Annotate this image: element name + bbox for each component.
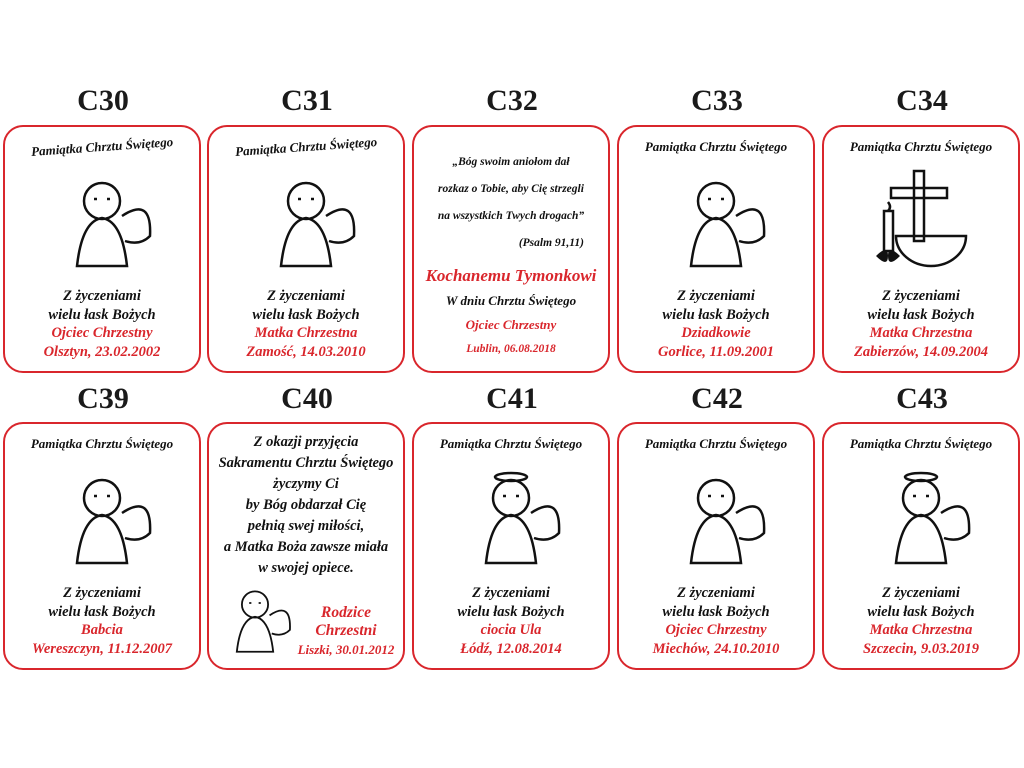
dedication-line: Z życzeniami — [677, 585, 755, 601]
quote-line: pełnią swej miłości, — [247, 518, 365, 534]
praying-angel-halo-icon — [830, 452, 1012, 584]
template-card-c30[interactable] — [3, 125, 201, 373]
praying-madonna-icon — [215, 155, 397, 287]
dedication-line: wielu łask Bożych — [867, 603, 975, 620]
card-code-label: C32 — [486, 84, 538, 117]
card-header: Pamiątka Chrztu Świętego — [30, 436, 174, 451]
dedication-line: W dniu Chrztu Świętego — [445, 293, 577, 308]
dedication-line: Rodzice — [321, 603, 371, 621]
dedication-line: Gorlice, 11.09.2001 — [658, 343, 774, 360]
card-header: Pamiątka Chrztu Świętego — [30, 134, 174, 159]
hushing-cherub-icon — [625, 452, 807, 584]
madonna-with-child-icon — [11, 155, 193, 287]
dedication-line: Kochanemu Tymonkowi — [425, 266, 597, 285]
template-card-c32[interactable] — [412, 125, 610, 373]
dedication-line: wielu łask Bożych — [662, 306, 770, 323]
dedication-line: Lublin, 06.08.2018 — [466, 343, 556, 355]
dedication-line: Wereszczyn, 11.12.2007 — [32, 640, 172, 657]
card-header: Pamiątka Chrztu Świętego — [439, 436, 583, 451]
dedication-line: Szczecin, 9.03.2019 — [863, 640, 979, 657]
dedication-line: Ojciec Chrzestny — [465, 317, 557, 332]
dedication-line: Chrzestni — [315, 622, 377, 639]
dedication-line: wielu łask Bożych — [48, 306, 156, 323]
flying-cherub-icon — [215, 579, 295, 659]
template-card-c34[interactable] — [822, 125, 1020, 373]
dedication-line: Olsztyn, 23.02.2002 — [43, 343, 161, 360]
dedication-line: Z życzeniami — [267, 288, 345, 304]
quote-line: Sakramentu Chrztu Świętego — [218, 455, 394, 471]
dedication-line: wielu łask Bożych — [48, 603, 156, 620]
signature-block — [295, 604, 397, 660]
quote-line: rozkaz o Tobie, aby Cię strzegli — [438, 183, 584, 195]
card-header: Pamiątka Chrztu Świętego — [644, 436, 788, 451]
quote-line: „Bóg swoim aniołom dał — [452, 156, 570, 168]
card-code-label: C42 — [691, 382, 743, 415]
dedication-line: Ojciec Chrzestny — [51, 325, 153, 341]
dedication-line: Z życzeniami — [882, 585, 960, 601]
template-card-c43[interactable] — [822, 422, 1020, 670]
card-header: Pamiątka Chrztu Świętego — [849, 436, 993, 451]
template-card-c39[interactable] — [3, 422, 201, 670]
dedication-line: wielu łask Bożych — [867, 306, 975, 323]
dedication-line: Babcia — [81, 622, 123, 638]
template-card-c41[interactable] — [412, 422, 610, 670]
card-code-label: C30 — [77, 84, 129, 117]
dedication-line: Matka Chrzestna — [869, 622, 973, 638]
dedication-line: Z życzeniami — [63, 288, 141, 304]
quote-line: a Matka Boża zawsze miała — [223, 539, 389, 555]
card-code-label: C34 — [896, 84, 948, 117]
card-code-label: C41 — [486, 382, 538, 415]
template-card-c31[interactable] — [207, 125, 405, 373]
quote-line: (Psalm 91,11) — [518, 237, 584, 249]
dedication-line: Miechów, 24.10.2010 — [652, 640, 780, 657]
template-card-c40[interactable] — [207, 422, 405, 670]
card-header: Pamiątka Chrztu Świętego — [849, 139, 993, 154]
card-header: Pamiątka Chrztu Świętego — [644, 139, 788, 154]
quote-line: życzymy Ci — [273, 476, 339, 492]
three-cherubs-icon — [11, 452, 193, 584]
dedication-line: Matka Chrzestna — [254, 325, 358, 341]
dedication-line: Z życzeniami — [882, 288, 960, 304]
template-card-c42[interactable] — [617, 422, 815, 670]
dedication-line: Matka Chrzestna — [869, 325, 973, 341]
dedication-line: Z życzeniami — [63, 585, 141, 601]
dedication-line: wielu łask Bożych — [252, 306, 360, 323]
quote-line: by Bóg obdarzał Cię — [245, 497, 367, 513]
signature-row — [215, 579, 397, 659]
card-code-label: C40 — [281, 382, 333, 415]
quote-line: w swojej opiece. — [258, 560, 354, 576]
dedication-line: ciocia Ula — [480, 622, 542, 638]
dedication-line: Z życzeniami — [472, 585, 550, 601]
card-code-label: C39 — [77, 382, 129, 415]
praying-girl-angel-icon — [420, 452, 602, 584]
dedication-line: Z życzeniami — [677, 288, 755, 304]
template-card-c33[interactable] — [617, 125, 815, 373]
quote-line: na wszystkich Twych drogach” — [437, 210, 585, 222]
dedication-line: Liszki, 30.01.2012 — [297, 641, 395, 657]
card-code-label: C43 — [896, 382, 948, 415]
card-header: Pamiątka Chrztu Świętego — [234, 134, 378, 159]
dedication-line: Dziadkowie — [681, 325, 751, 341]
card-code-label: C31 — [281, 84, 333, 117]
dedication-line: Zamość, 14.03.2010 — [246, 343, 366, 360]
dedication-line: Łódź, 12.08.2014 — [460, 640, 562, 657]
dedication-line: Ojciec Chrzestny — [665, 622, 767, 638]
kneeling-angel-icon — [625, 155, 807, 287]
dedication-line: wielu łask Bożych — [662, 603, 770, 620]
cross-candle-font-icon — [830, 155, 1012, 287]
quote-line: Z okazji przyjęcia — [253, 434, 359, 450]
dedication-line: Zabierzów, 14.09.2004 — [854, 343, 988, 360]
dedication-line: wielu łask Bożych — [457, 603, 565, 620]
card-code-label: C33 — [691, 84, 743, 117]
